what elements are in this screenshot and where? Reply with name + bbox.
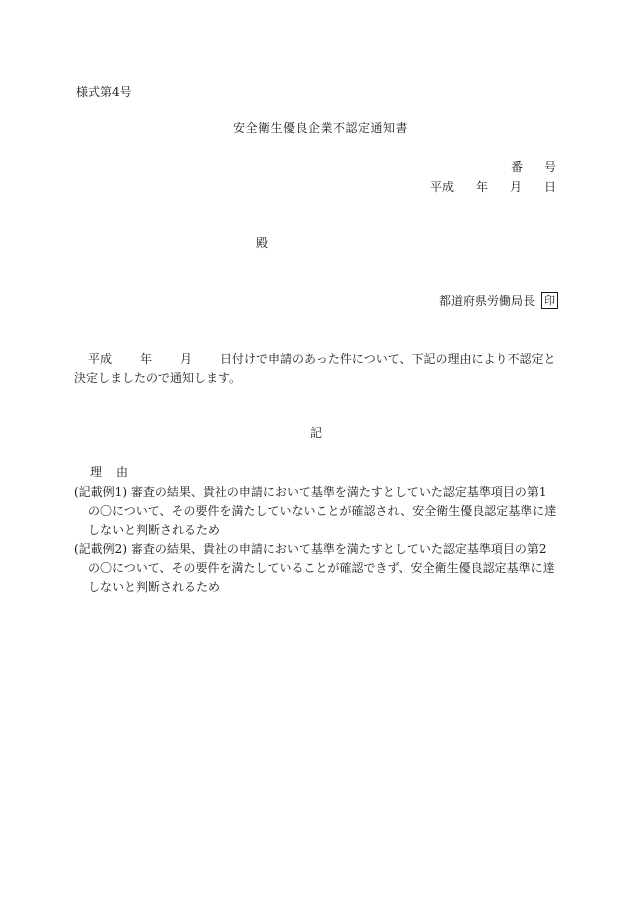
reasons-heading — [90, 466, 128, 478]
reasons-heading-char-2: 由 — [116, 465, 129, 479]
date-era: 平成 — [429, 180, 454, 194]
date-month-label: 月 — [509, 180, 522, 194]
body-year-label: 年 — [140, 352, 153, 366]
body-era: 平成 — [88, 352, 113, 366]
date-year-label: 年 — [475, 180, 488, 194]
document-number-line — [511, 161, 556, 173]
reasons-list — [74, 483, 558, 597]
number-ban-label: 番 — [510, 160, 523, 174]
form-number: 様式第4号 — [76, 85, 132, 99]
issuer-block — [439, 292, 558, 309]
body-text: 日付けで申請のあった件について、下記の理由により不認定と決定しましたので通知します。 — [74, 352, 556, 385]
ki-heading: 記 — [310, 426, 323, 440]
reason-example-1: (記載例1) 審査の結果、貴社の申請において基準を満たすとしていた認定基準項目の第1の〇について、その要件を満たしていないことが確認され、安全衛生優良認定基準に達しないと判断されるため — [74, 485, 557, 537]
addressee-honorific: 殿 — [256, 236, 269, 250]
number-go-label: 号 — [543, 160, 556, 174]
body-month-label: 月 — [180, 352, 193, 366]
issue-date-line — [430, 181, 556, 193]
issuer-name: 都道府県労働局長 — [438, 293, 535, 308]
reasons-heading-char-1: 理 — [90, 465, 103, 479]
document-title: 安全衛生優良企業不認定通知書 — [233, 121, 409, 135]
notice-body — [74, 350, 558, 388]
seal-stamp-box: 印 — [541, 292, 558, 309]
date-day-label: 日 — [543, 180, 556, 194]
reason-example-2: (記載例2) 審査の結果、貴社の申請において基準を満たすとしていた認定基準項目の第2の〇について、その要件を満たしていることが確認できず、安全衛生優良認定基準に達しないと判断されるため — [74, 542, 555, 594]
